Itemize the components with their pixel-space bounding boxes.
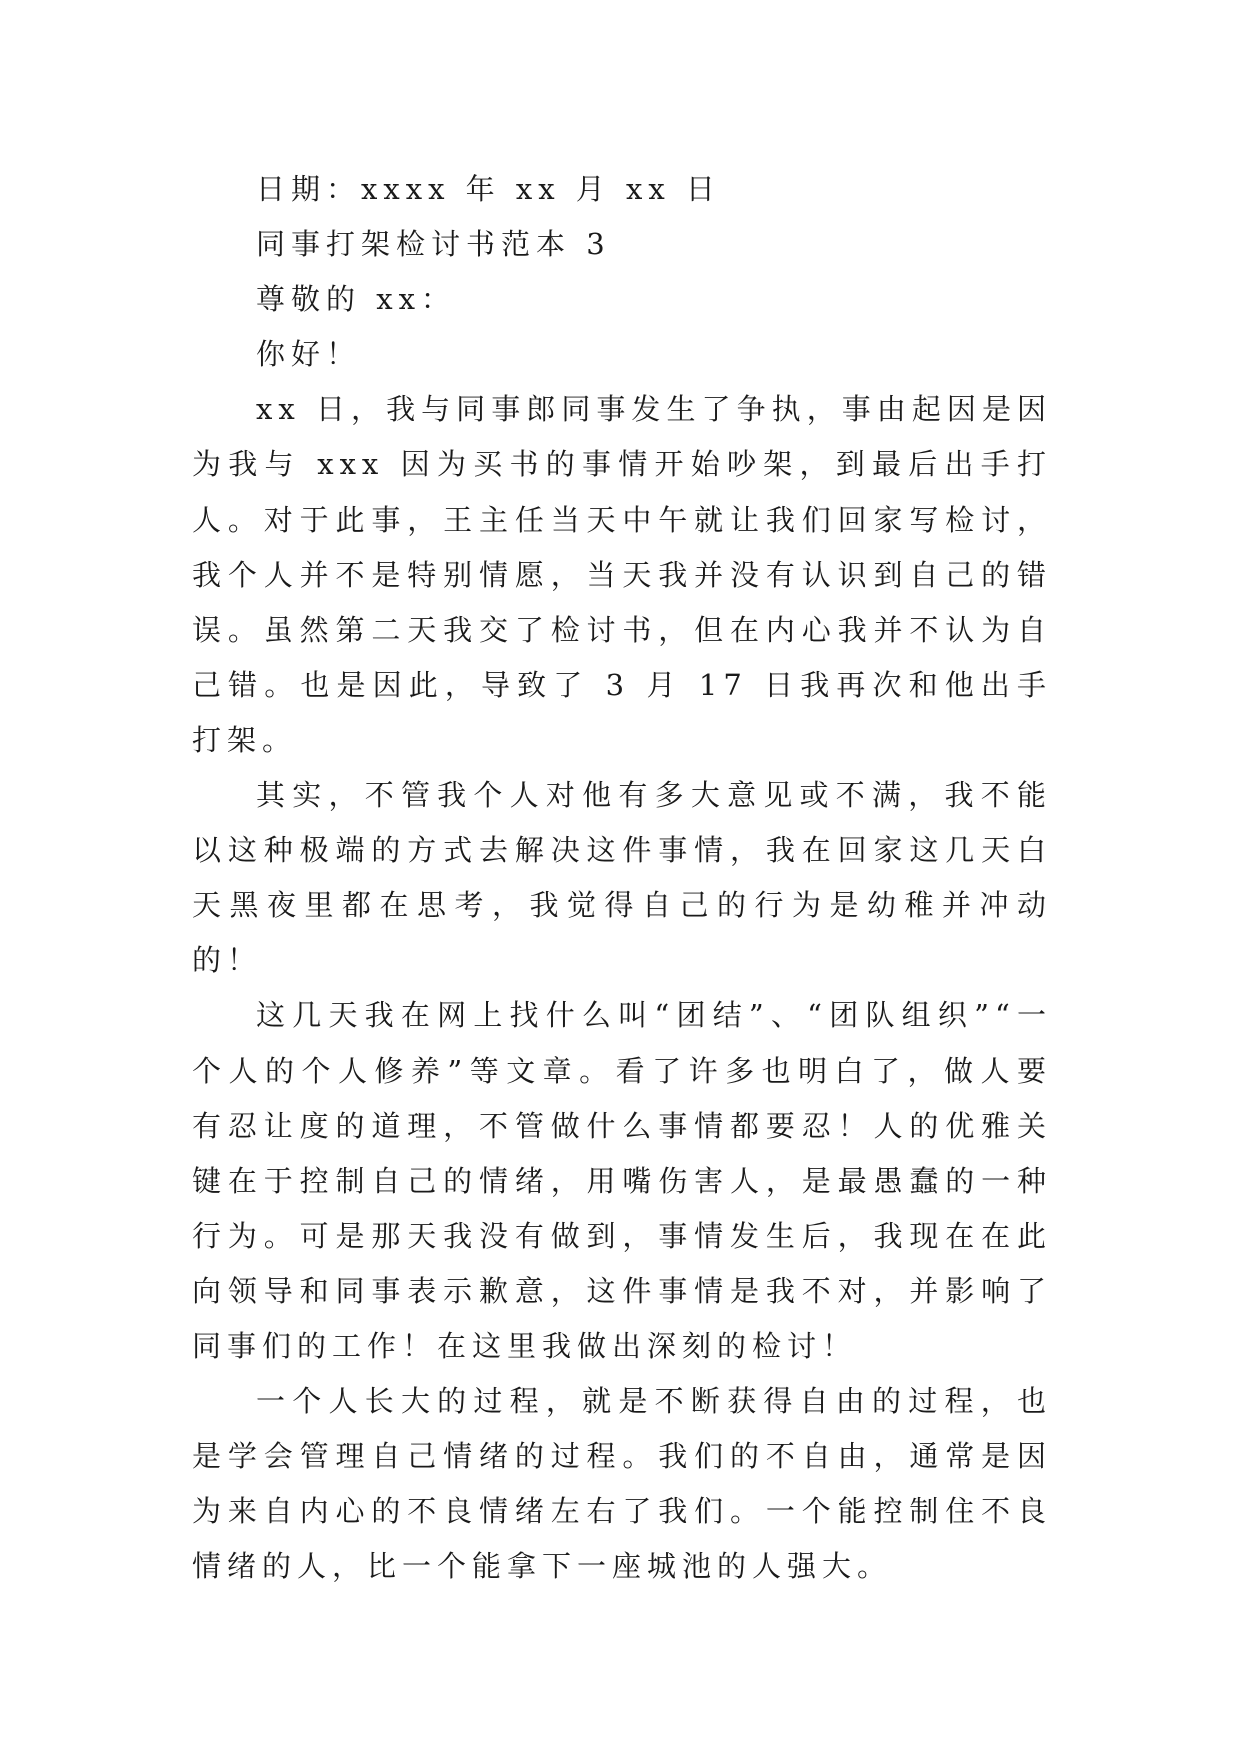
greeting: 你好！ [256,337,362,372]
document-body [192,162,1052,1594]
paragraph: 这几天我在网上找什么叫“团结”、“团队组织”“一个人的个人修养”等文章。看了许多也明白了，做人要有忍让度的道理，不管做什么事情都要忍！人的优雅关键在于控制自己的情绪，用嘴伤害人，是最愚蠢的一种行为。可是那天我没有做到，事情发生后，我现在在此向领导和同事表示歉意，这件事情是我不对，并影响了同事们的工作！在这里我做出深刻的检讨！ [192,998,1052,1363]
date-line: 日期：xxxx 年 xx 月 xx 日 [256,172,721,206]
paragraph: xx 日，我与同事郎同事发生了争执，事由起因是因为我与 xxx 因为买书的事情开始吵架，到最后出手打人。对于此事，王主任当天中午就让我们回家写检讨，我个人并不是特别情愿，当天我并没有认识到自己的错误。虽然第二天我交了检讨书，但在内心我并不认为自己错。也是因此，导致了 3 月 17 日我再次和他出手打架。 [192,392,1052,757]
salutation: 尊敬的 xx： [256,282,456,317]
paragraph: 一个人长大的过程，就是不断获得自由的过程，也是学会管理自己情绪的过程。我们的不自由，通常是因为来自内心的不良情绪左右了我们。一个能控制住不良情绪的人，比一个能拿下一座城池的人强大。 [192,1384,1052,1584]
document-title: 同事打架检讨书范本 3 [256,227,611,262]
paragraph: 其实，不管我个人对他有多大意见或不满，我不能以这种极端的方式去解决这件事情，我在回家这几天白天黑夜里都在思考，我觉得自己的行为是幼稚并冲动的！ [192,778,1052,978]
